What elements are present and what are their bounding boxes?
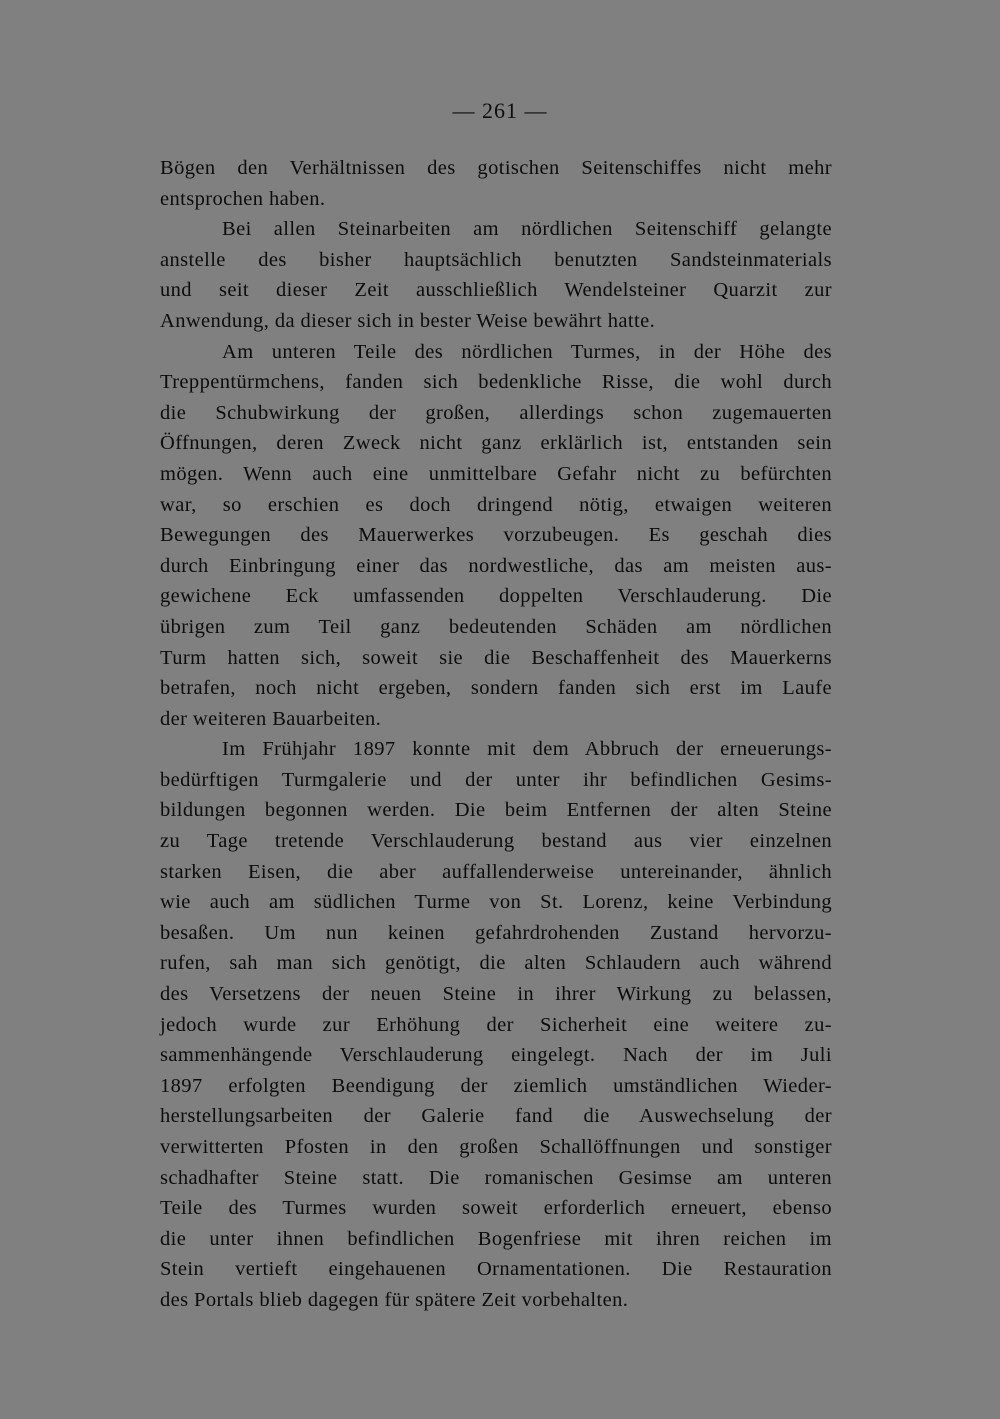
text-line: mögen. Wenn auch eine unmittelbare Gefahr nicht zu befürchten xyxy=(160,462,832,485)
text-line: Im Frühjahr 1897 konnte mit dem Abbruch der erneuerungs- xyxy=(222,738,832,761)
text-line: verwitterten Pfosten in den großen Schallöffnungen und sonstiger xyxy=(160,1136,832,1158)
text-line: rufen, sah man sich genötigt, die alten Schlaudern auch während xyxy=(160,952,832,975)
text-line: anstelle des bisher hauptsächlich benutzten Sandsteinmaterials xyxy=(160,248,832,271)
text-line: 1897 erfolgten Beendigung der ziemlich umständlichen Wieder- xyxy=(160,1074,832,1097)
text-line: Anwendung, da dieser sich in bester Weise bewährt hatte. xyxy=(160,309,656,332)
text-line: Bögen den Verhältnissen des gotischen Seitenschiffes nicht mehr xyxy=(160,157,832,179)
text-line: starken Eisen, die aber auffallenderweise untereinander, ähnlich xyxy=(160,860,832,883)
text-line: des Versetzens der neuen Steine in ihrer Wirkung zu belassen, xyxy=(160,983,832,1006)
text-line: zu Tage tretende Verschlauderung bestand aus vier einzelnen xyxy=(160,830,832,853)
text-line: Bewegungen des Mauerwerkes vorzubeugen. Es geschah dies xyxy=(160,524,832,547)
text-line: Öffnungen, deren Zweck nicht ganz erklärlich ist, entstanden sein xyxy=(160,432,832,455)
text-line: übrigen zum Teil ganz bedeutenden Schäden am nördlichen xyxy=(160,615,832,638)
text-line: besaßen. Um nun keinen gefahrdrohenden Zustand hervorzu- xyxy=(160,921,832,944)
text-line: sammenhängende Verschlauderung eingelegt. Nach der im Juli xyxy=(160,1044,832,1067)
text-line: Stein vertieft eingehauenen Ornamentationen. Die Restauration xyxy=(160,1258,832,1281)
text-line: Bei allen Steinarbeiten am nördlichen Seitenschiff gelangte xyxy=(222,218,832,241)
text-line: jedoch wurde zur Erhöhung der Sicherheit eine weitere zu- xyxy=(160,1013,832,1036)
text-line: schadhafter Steine statt. Die romanischen Gesimse am unteren xyxy=(160,1166,832,1189)
text-line: die unter ihnen befindlichen Bogenfriese mit ihren reichen im xyxy=(160,1227,832,1250)
text-line: gewichene Eck umfassenden doppelten Verschlauderung. Die xyxy=(160,585,832,608)
text-line: der weiteren Bauarbeiten. xyxy=(160,707,382,730)
body-text xyxy=(160,153,832,1316)
text-line: die Schubwirkung der großen, allerdings schon zugemauerten xyxy=(160,401,832,424)
text-line: durch Einbringung einer das nordwestliche, das am meisten aus- xyxy=(160,554,832,577)
text-line: wie auch am südlichen Turme von St. Lorenz, keine Verbindung xyxy=(160,891,832,914)
text-line: herstellungsarbeiten der Galerie fand die Auswechselung der xyxy=(160,1105,832,1128)
page-number: — 261 — xyxy=(452,98,548,123)
text-line: bedürftigen Turmgalerie und der unter ihr befindlichen Gesims- xyxy=(160,768,832,791)
text-line: bildungen begonnen werden. Die beim Entfernen der alten Steine xyxy=(160,799,832,822)
text-line: war, so erschien es doch dringend nötig, etwaigen weiteren xyxy=(160,493,832,516)
text-line: entsprochen haben. xyxy=(160,187,326,210)
text-line: Turm hatten sich, soweit sie die Beschaffenheit des Mauerkerns xyxy=(160,646,832,669)
text-line: des Portals blieb dagegen für spätere Zeit vorbehalten. xyxy=(160,1288,629,1311)
text-line: betrafen, noch nicht ergeben, sondern fanden sich erst im Laufe xyxy=(160,677,832,700)
text-line: Teile des Turmes wurden soweit erforderlich erneuert, ebenso xyxy=(160,1197,832,1220)
text-line: Treppentürmchens, fanden sich bedenkliche Risse, die wohl durch xyxy=(160,371,832,394)
text-line: und seit dieser Zeit ausschließlich Wendelsteiner Quarzit zur xyxy=(160,279,832,302)
text-line: Am unteren Teile des nördlichen Turmes, in der Höhe des xyxy=(222,340,832,363)
